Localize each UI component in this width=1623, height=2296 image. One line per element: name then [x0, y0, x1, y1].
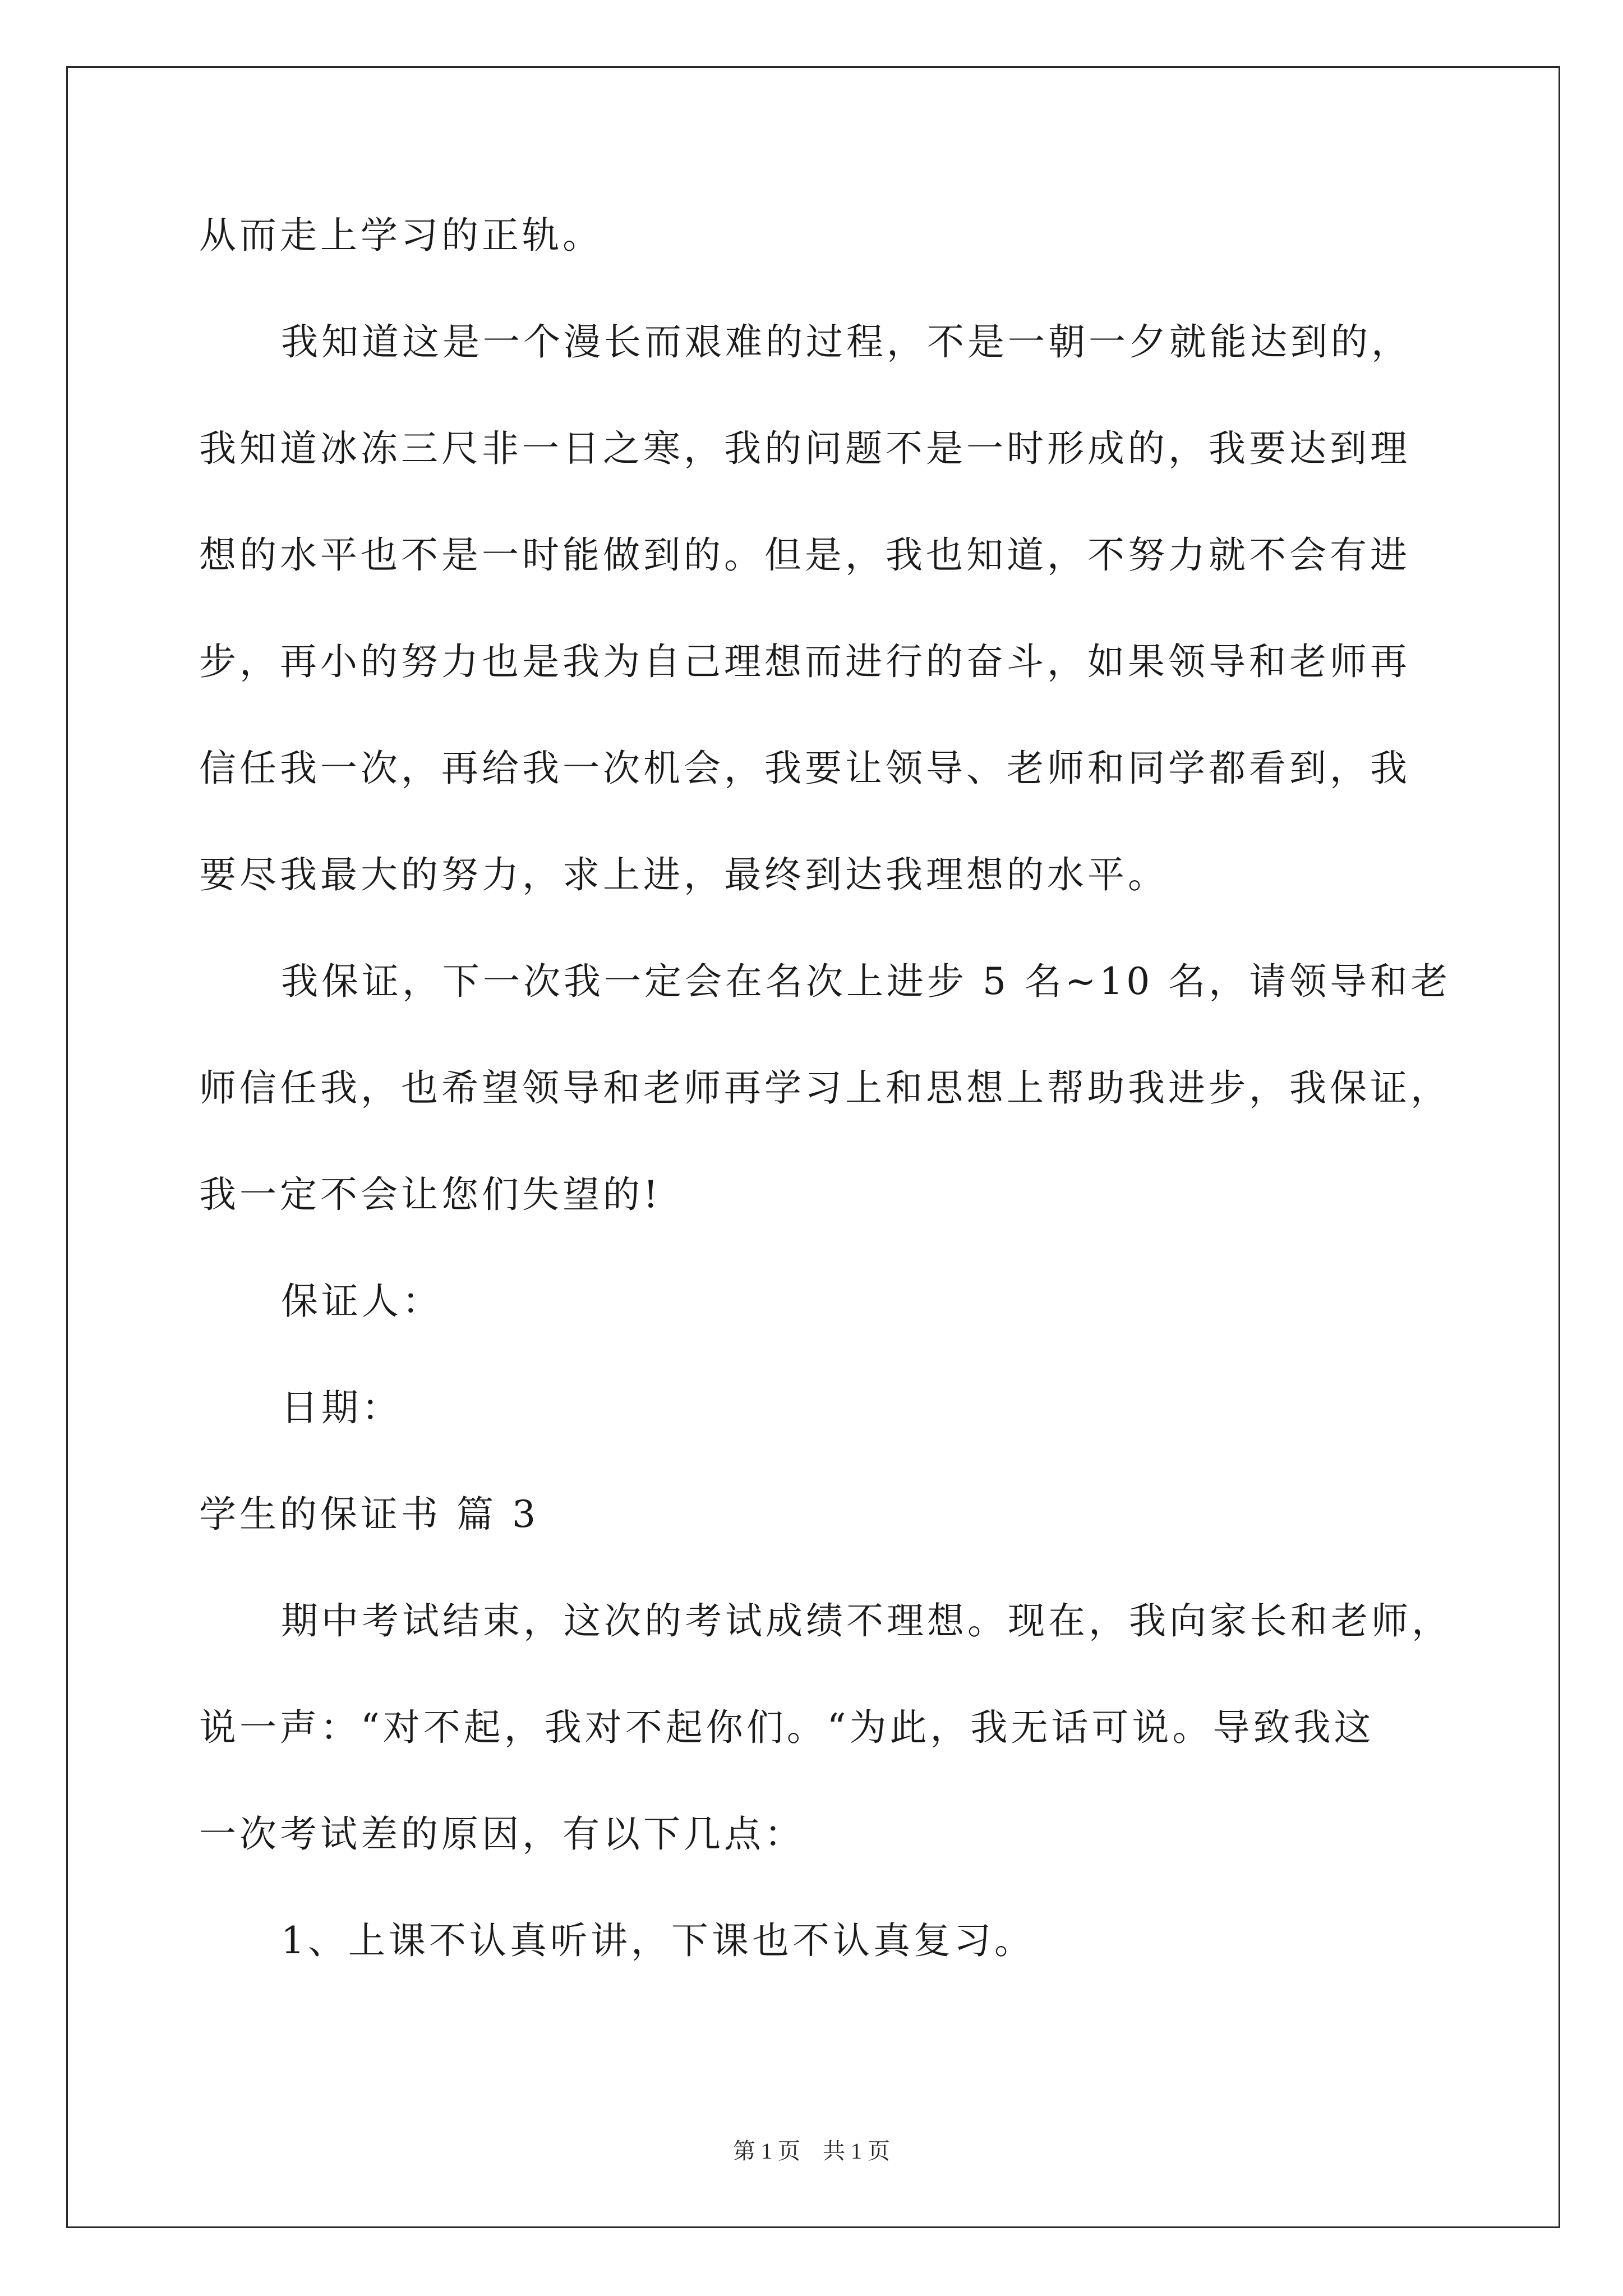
page-number: 第 1 页	[733, 2138, 800, 2164]
text-line: 我知道冰冻三尺非一日之寒，我的问题不是一时形成的，我要达到理	[199, 427, 1410, 470]
text-line: 说一声：“对不起，我对不起你们。“为此，我无话可说。导致我这	[199, 1706, 1375, 1749]
paragraph-start: 我知道这是一个漫长而艰难的过程，不是一朝一夕就能达到的，	[281, 320, 1412, 364]
text-line: 步，再小的努力也是我为自己理想而进行的奋斗，如果领导和老师再	[199, 640, 1410, 683]
page-footer	[0, 2134, 1623, 2168]
page-border	[66, 66, 1560, 2228]
paragraph-start: 我保证，下一次我一定会在名次上进步 5 名~10 名，请领导和老	[281, 960, 1451, 1003]
text-line: 师信任我，也希望领导和老师再学习上和思想上帮助我进步，我保证，	[199, 1066, 1451, 1110]
text-line: 信任我一次，再给我一次机会，我要让领导、老师和同学都看到，我	[199, 747, 1410, 790]
text-line: 想的水平也不是一时能做到的。但是，我也知道，不努力就不会有进	[199, 533, 1410, 577]
text-line: 从而走上学习的正轨。	[199, 214, 603, 257]
guarantor-label: 保证人：	[281, 1280, 442, 1323]
date-label: 日期：	[281, 1386, 402, 1429]
page-total: 共 1 页	[823, 2138, 890, 2164]
section-heading: 学生的保证书 篇 3	[199, 1493, 539, 1536]
paragraph-start: 期中考试结束，这次的考试成绩不理想。现在，我向家长和老师，	[281, 1599, 1452, 1642]
list-item: 1、上课不认真听讲，下课也不认真复习。	[281, 1919, 1035, 1962]
text-line: 要尽我最大的努力，求上进，最终到达我理想的水平。	[199, 853, 1168, 896]
text-line: 一次考试差的原因，有以下几点：	[199, 1812, 805, 1856]
text-line: 我一定不会让您们失望的!	[199, 1173, 662, 1216]
